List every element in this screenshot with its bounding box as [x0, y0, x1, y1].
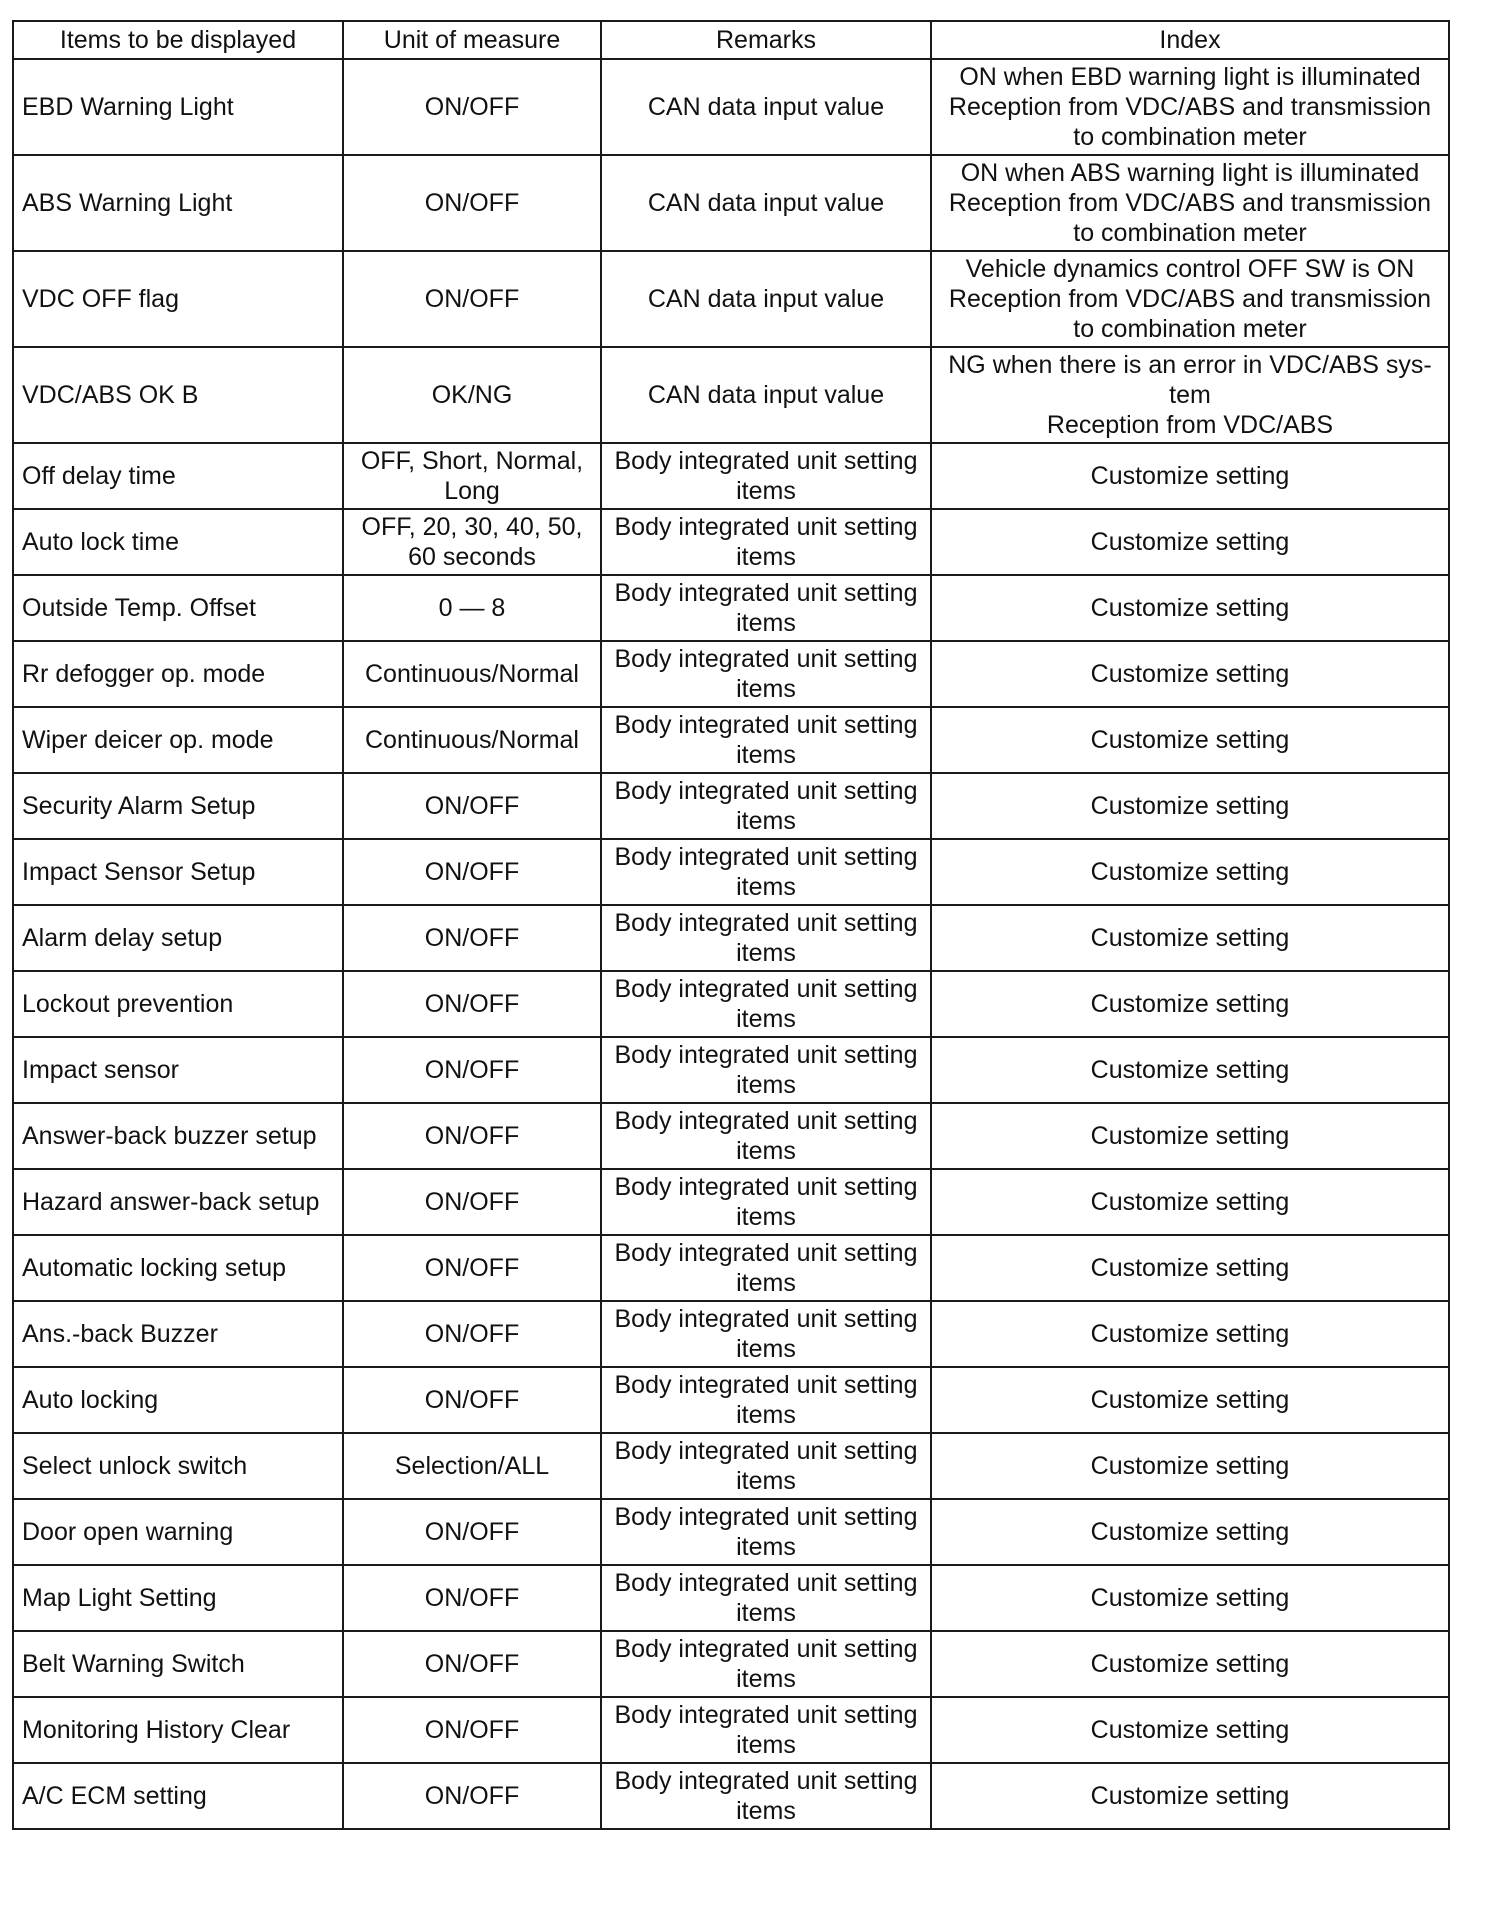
column-header-item: Items to be displayed — [13, 21, 343, 59]
table-row — [13, 155, 1449, 251]
remarks-line: items — [736, 1401, 796, 1429]
unit-line: ON/OFF — [424, 1254, 520, 1282]
table-row — [13, 443, 1449, 509]
table-row — [13, 1301, 1449, 1367]
item-cell: Off delay time — [13, 443, 343, 509]
unit-cell: ON/OFF — [343, 155, 601, 251]
remarks-line: items — [736, 1203, 796, 1231]
index-line: Reception from VDC/ABS and transmission — [948, 285, 1432, 313]
remarks-cell — [601, 971, 931, 1037]
remarks-line: items — [736, 1599, 796, 1627]
item-cell: VDC OFF flag — [13, 251, 343, 347]
unit-cell — [343, 1103, 601, 1169]
table-row — [13, 59, 1449, 155]
unit-cell — [343, 443, 601, 509]
index-cell: Customize setting — [931, 1499, 1449, 1565]
unit-line: Continuous/Normal — [365, 726, 579, 754]
remarks-cell — [601, 839, 931, 905]
remarks-cell — [601, 773, 931, 839]
column-header-unit: Unit of measure — [343, 21, 601, 59]
unit-line: 0 — 8 — [438, 594, 506, 622]
remarks-cell — [601, 1103, 931, 1169]
unit-cell — [343, 905, 601, 971]
index-cell: Customize setting — [931, 1763, 1449, 1829]
unit-line: ON/OFF — [424, 1650, 520, 1678]
item-cell: A/C ECM setting — [13, 1763, 343, 1829]
data-monitor-table — [12, 20, 1450, 1830]
index-line: NG when there is an error in VDC/ABS sys- — [948, 351, 1432, 379]
unit-cell — [343, 1301, 601, 1367]
item-cell: Rr defogger op. mode — [13, 641, 343, 707]
item-cell: Auto locking — [13, 1367, 343, 1433]
table-row — [13, 1763, 1449, 1829]
remarks-line: Body integrated unit setting — [614, 777, 918, 805]
unit-line: 60 seconds — [408, 543, 536, 571]
item-cell: Impact Sensor Setup — [13, 839, 343, 905]
index-line: tem — [1169, 381, 1211, 409]
remarks-line: Body integrated unit setting — [614, 645, 918, 673]
index-cell: Customize setting — [931, 1433, 1449, 1499]
remarks-line: Body integrated unit setting — [614, 1041, 918, 1069]
remarks-cell — [601, 1499, 931, 1565]
index-line: Reception from VDC/ABS and transmission — [948, 93, 1432, 121]
remarks-line: Body integrated unit setting — [614, 1767, 918, 1795]
remarks-line: items — [736, 477, 796, 505]
remarks-cell — [601, 1631, 931, 1697]
remarks-line: items — [736, 675, 796, 703]
unit-cell — [343, 1367, 601, 1433]
remarks-line: items — [736, 1335, 796, 1363]
remarks-cell — [601, 905, 931, 971]
unit-cell — [343, 1169, 601, 1235]
index-cell: Customize setting — [931, 641, 1449, 707]
remarks-line: Body integrated unit setting — [614, 1239, 918, 1267]
remarks-line: Body integrated unit setting — [614, 447, 918, 475]
remarks-line: Body integrated unit setting — [614, 1569, 918, 1597]
remarks-line: items — [736, 1467, 796, 1495]
unit-cell — [343, 1499, 601, 1565]
remarks-line: items — [736, 741, 796, 769]
remarks-line: Body integrated unit setting — [614, 513, 918, 541]
remarks-cell — [601, 1433, 931, 1499]
table-row — [13, 971, 1449, 1037]
index-cell: Customize setting — [931, 509, 1449, 575]
remarks-line: items — [736, 1731, 796, 1759]
remarks-line: Body integrated unit setting — [614, 909, 918, 937]
unit-cell — [343, 1763, 601, 1829]
remarks-line: Body integrated unit setting — [614, 1305, 918, 1333]
unit-line: ON/OFF — [424, 1188, 520, 1216]
remarks-line: items — [736, 1071, 796, 1099]
remarks-line: items — [736, 1137, 796, 1165]
remarks-line: items — [736, 543, 796, 571]
item-cell: Monitoring History Clear — [13, 1697, 343, 1763]
remarks-line: Body integrated unit setting — [614, 975, 918, 1003]
remarks-line: Body integrated unit setting — [614, 711, 918, 739]
table-row — [13, 509, 1449, 575]
remarks-cell — [601, 1169, 931, 1235]
index-cell: Customize setting — [931, 1367, 1449, 1433]
table-row — [13, 773, 1449, 839]
unit-cell — [343, 707, 601, 773]
item-cell: VDC/ABS OK B — [13, 347, 343, 443]
remarks-line: items — [736, 807, 796, 835]
item-cell: Belt Warning Switch — [13, 1631, 343, 1697]
item-cell: Map Light Setting — [13, 1565, 343, 1631]
document-sheet — [12, 20, 1450, 1830]
unit-line: ON/OFF — [424, 1122, 520, 1150]
remarks-line: items — [736, 609, 796, 637]
remarks-line: Body integrated unit setting — [614, 1701, 918, 1729]
unit-line: ON/OFF — [424, 1782, 520, 1810]
index-line: Reception from VDC/ABS and transmission — [948, 189, 1432, 217]
column-header-remarks: Remarks — [601, 21, 931, 59]
table-row — [13, 641, 1449, 707]
item-cell: Security Alarm Setup — [13, 773, 343, 839]
unit-line: ON/OFF — [424, 1320, 520, 1348]
index-line: to combination meter — [1073, 219, 1307, 247]
remarks-line: Body integrated unit setting — [614, 1437, 918, 1465]
table-row — [13, 839, 1449, 905]
unit-cell — [343, 1235, 601, 1301]
unit-cell — [343, 641, 601, 707]
item-cell: Door open warning — [13, 1499, 343, 1565]
table-row — [13, 1565, 1449, 1631]
unit-line: ON/OFF — [424, 1056, 520, 1084]
unit-cell — [343, 971, 601, 1037]
unit-cell: ON/OFF — [343, 251, 601, 347]
index-cell: Customize setting — [931, 773, 1449, 839]
remarks-cell — [601, 1763, 931, 1829]
unit-line: ON/OFF — [424, 990, 520, 1018]
remarks-line: Body integrated unit setting — [614, 1635, 918, 1663]
unit-line: Continuous/Normal — [365, 660, 579, 688]
unit-line: ON/OFF — [424, 1716, 520, 1744]
unit-cell: OK/NG — [343, 347, 601, 443]
unit-line: ON/OFF — [424, 924, 520, 952]
remarks-line: Body integrated unit setting — [614, 1173, 918, 1201]
unit-cell — [343, 1697, 601, 1763]
index-line: Reception from VDC/ABS — [1046, 411, 1334, 439]
table-row — [13, 251, 1449, 347]
remarks-line: items — [736, 1665, 796, 1693]
unit-cell — [343, 1565, 601, 1631]
item-cell: ABS Warning Light — [13, 155, 343, 251]
remarks-cell: CAN data input value — [601, 347, 931, 443]
remarks-cell: CAN data input value — [601, 155, 931, 251]
item-cell: Alarm delay setup — [13, 905, 343, 971]
remarks-cell — [601, 1367, 931, 1433]
index-cell: Customize setting — [931, 1697, 1449, 1763]
unit-line: Selection/ALL — [394, 1452, 550, 1480]
remarks-cell — [601, 1697, 931, 1763]
remarks-line: items — [736, 939, 796, 967]
unit-cell: ON/OFF — [343, 59, 601, 155]
index-cell: Customize setting — [931, 1037, 1449, 1103]
item-cell: Automatic locking setup — [13, 1235, 343, 1301]
remarks-cell — [601, 509, 931, 575]
table-row — [13, 1433, 1449, 1499]
remarks-cell — [601, 1037, 931, 1103]
unit-line: ON/OFF — [424, 1518, 520, 1546]
table-row — [13, 1631, 1449, 1697]
index-cell: Customize setting — [931, 1103, 1449, 1169]
unit-line: OFF, 20, 30, 40, 50, — [361, 513, 583, 541]
unit-cell — [343, 1433, 601, 1499]
index-line: to combination meter — [1073, 123, 1307, 151]
item-cell: Outside Temp. Offset — [13, 575, 343, 641]
remarks-cell — [601, 575, 931, 641]
unit-line: OFF, Short, Normal, — [360, 447, 584, 475]
item-cell: Wiper deicer op. mode — [13, 707, 343, 773]
table-row — [13, 1235, 1449, 1301]
item-cell: Answer-back buzzer setup — [13, 1103, 343, 1169]
remarks-line: items — [736, 1797, 796, 1825]
table-row — [13, 1367, 1449, 1433]
unit-cell — [343, 773, 601, 839]
unit-line: ON/OFF — [424, 792, 520, 820]
index-cell — [931, 155, 1449, 251]
remarks-line: items — [736, 1533, 796, 1561]
index-cell: Customize setting — [931, 971, 1449, 1037]
unit-cell — [343, 1037, 601, 1103]
index-cell: Customize setting — [931, 905, 1449, 971]
table-row — [13, 1169, 1449, 1235]
index-cell: Customize setting — [931, 1301, 1449, 1367]
table-row — [13, 905, 1449, 971]
remarks-cell — [601, 443, 931, 509]
table-row — [13, 1697, 1449, 1763]
index-cell: Customize setting — [931, 707, 1449, 773]
unit-line: ON/OFF — [424, 1584, 520, 1612]
index-cell: Customize setting — [931, 839, 1449, 905]
index-line: ON when EBD warning light is illuminated — [959, 63, 1421, 91]
index-line: ON when ABS warning light is illuminated — [960, 159, 1420, 187]
item-cell: Impact sensor — [13, 1037, 343, 1103]
item-cell: EBD Warning Light — [13, 59, 343, 155]
remarks-line: Body integrated unit setting — [614, 843, 918, 871]
unit-cell — [343, 575, 601, 641]
index-cell — [931, 59, 1449, 155]
remarks-line: Body integrated unit setting — [614, 1107, 918, 1135]
table-row — [13, 707, 1449, 773]
remarks-cell — [601, 1235, 931, 1301]
unit-cell — [343, 1631, 601, 1697]
index-cell: Customize setting — [931, 1235, 1449, 1301]
table-row — [13, 1499, 1449, 1565]
index-cell — [931, 347, 1449, 443]
index-cell — [931, 251, 1449, 347]
table-row — [13, 347, 1449, 443]
index-cell: Customize setting — [931, 1631, 1449, 1697]
remarks-line: Body integrated unit setting — [614, 1371, 918, 1399]
remarks-cell — [601, 707, 931, 773]
table-header-row — [13, 21, 1449, 59]
unit-line: Long — [444, 477, 500, 505]
unit-cell — [343, 839, 601, 905]
table-row — [13, 1103, 1449, 1169]
unit-line: ON/OFF — [424, 858, 520, 886]
remarks-cell: CAN data input value — [601, 251, 931, 347]
remarks-line: items — [736, 1005, 796, 1033]
column-header-index: Index — [931, 21, 1449, 59]
remarks-line: items — [736, 873, 796, 901]
index-cell: Customize setting — [931, 443, 1449, 509]
table-row — [13, 575, 1449, 641]
item-cell: Ans.-back Buzzer — [13, 1301, 343, 1367]
unit-cell — [343, 509, 601, 575]
unit-line: ON/OFF — [424, 1386, 520, 1414]
index-line: to combination meter — [1073, 315, 1307, 343]
remarks-line: Body integrated unit setting — [614, 579, 918, 607]
index-cell: Customize setting — [931, 1565, 1449, 1631]
item-cell: Auto lock time — [13, 509, 343, 575]
remarks-cell: CAN data input value — [601, 59, 931, 155]
remarks-line: Body integrated unit setting — [614, 1503, 918, 1531]
remarks-cell — [601, 1301, 931, 1367]
remarks-line: items — [736, 1269, 796, 1297]
index-cell: Customize setting — [931, 575, 1449, 641]
index-line: Vehicle dynamics control OFF SW is ON — [965, 255, 1415, 283]
index-cell: Customize setting — [931, 1169, 1449, 1235]
table-row — [13, 1037, 1449, 1103]
item-cell: Select unlock switch — [13, 1433, 343, 1499]
remarks-cell — [601, 1565, 931, 1631]
remarks-cell — [601, 641, 931, 707]
item-cell: Lockout prevention — [13, 971, 343, 1037]
item-cell: Hazard answer-back setup — [13, 1169, 343, 1235]
